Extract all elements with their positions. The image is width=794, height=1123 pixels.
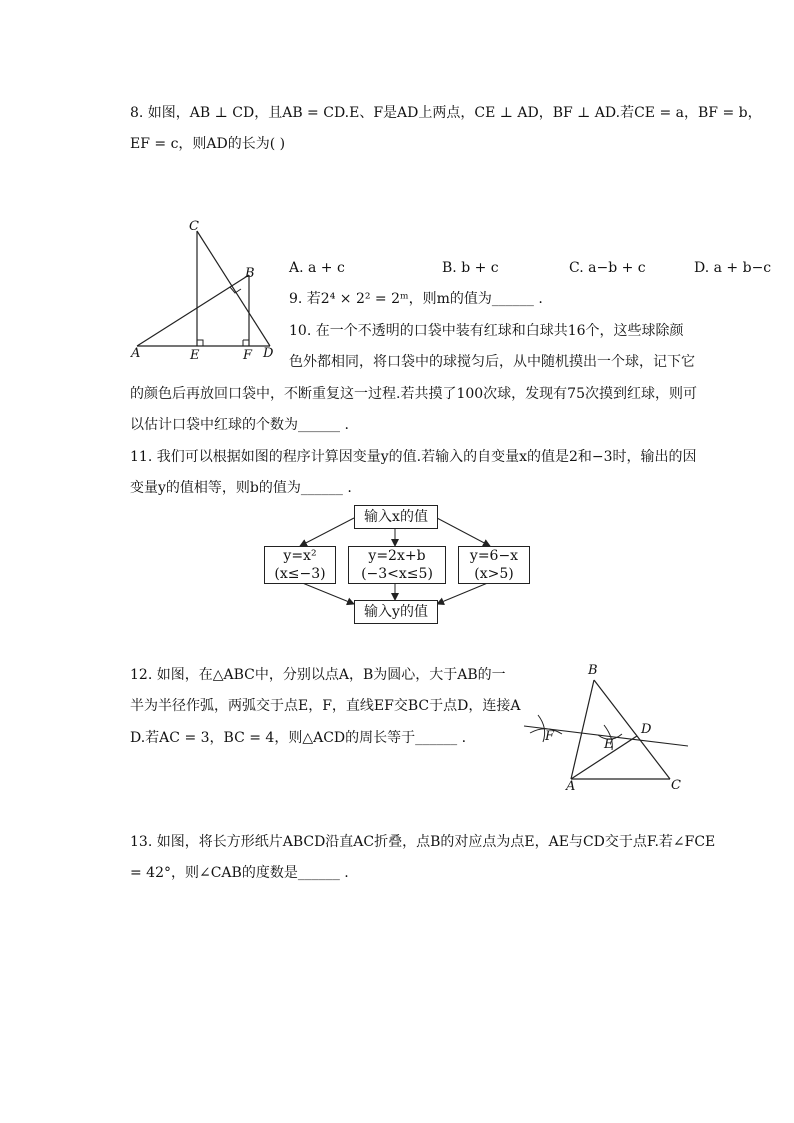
q12-label-e: E [604, 737, 614, 752]
flow-output-text: 输入y的值 [364, 604, 428, 620]
q8-stem-line1: 8. 如图，AB ⊥ CD，且AB = CD.E、F是AD上两点，CE ⊥ AD，BF ⊥ AD.若CE = a，BF = b， [130, 105, 762, 121]
q8-label-d: D [263, 346, 274, 361]
q10-stem-line1: 10. 在一个不透明的口袋中装有红球和白球共16个，这些球除颜 [289, 323, 684, 339]
flow-mid-condition: (−3<x≤5) [361, 566, 433, 582]
q8-stem-line2: EF = c，则AD的长为( ) [130, 136, 286, 152]
q10-stem-line4: 以估计口袋中红球的个数为______ . [130, 417, 349, 433]
flow-left-formula: y=x² [283, 548, 317, 564]
q8-option-b: B. b + c [442, 260, 499, 276]
flow-right-condition: (x>5) [474, 566, 514, 582]
q8-label-b: B [245, 266, 255, 281]
q12-stem-line1: 12. 如图，在△ABC中，分别以点A，B为圆心，大于AB的一 [130, 667, 506, 683]
flow-mid-formula: y=2x+b [368, 548, 426, 564]
q8-label-a: A [131, 346, 141, 361]
q12-label-b: B [588, 663, 598, 678]
flow-input-text: 输入x的值 [364, 509, 428, 525]
q12-stem-line3: D.若AC = 3，BC = 4，则△ACD的周长等于______ . [130, 730, 467, 746]
q10-stem-line3: 的颜色后再放回口袋中，不断重复这一过程.若共摸了100次球，发现有75次摸到红球，则可 [130, 386, 697, 402]
q11-stem-line2: 变量y的值相等，则b的值为______ . [130, 480, 352, 496]
q13-stem-line1: 13. 如图，将长方形纸片ABCD沿直AC折叠，点B的对应点为点E，AE与CD交于点F.若∠FCE [130, 834, 716, 850]
q8-option-c: C. a−b + c [569, 260, 646, 276]
q12-label-d: D [641, 722, 652, 737]
q8-option-a: A. a + c [289, 260, 345, 276]
q13-stem-line2: = 42°，则∠CAB的度数是______ . [130, 865, 349, 881]
q11-stem-line1: 11. 我们可以根据如图的程序计算因变量y的值.若输入的自变量x的值是2和−3时，输出的因 [130, 449, 697, 465]
q9-stem: 9. 若2⁴ × 2² = 2ᵐ，则m的值为______ . [289, 291, 543, 307]
q8-label-c: C [189, 219, 199, 234]
flow-left-condition: (x≤−3) [274, 566, 326, 582]
q8-label-f: F [243, 348, 253, 363]
q8-option-d: D. a + b−c [694, 260, 772, 276]
q12-stem-line2: 半为半径作弧，两弧交于点E，F，直线EF交BC于点D，连接A [130, 698, 521, 714]
q12-label-a: A [566, 779, 576, 794]
q8-label-e: E [190, 348, 200, 363]
q12-label-f: F [545, 729, 555, 744]
flow-right-formula: y=6−x [469, 548, 519, 564]
q12-label-c: C [671, 778, 681, 793]
q10-stem-line2: 色外都相同，将口袋中的球搅匀后，从中随机摸出一个球，记下它 [289, 354, 695, 370]
